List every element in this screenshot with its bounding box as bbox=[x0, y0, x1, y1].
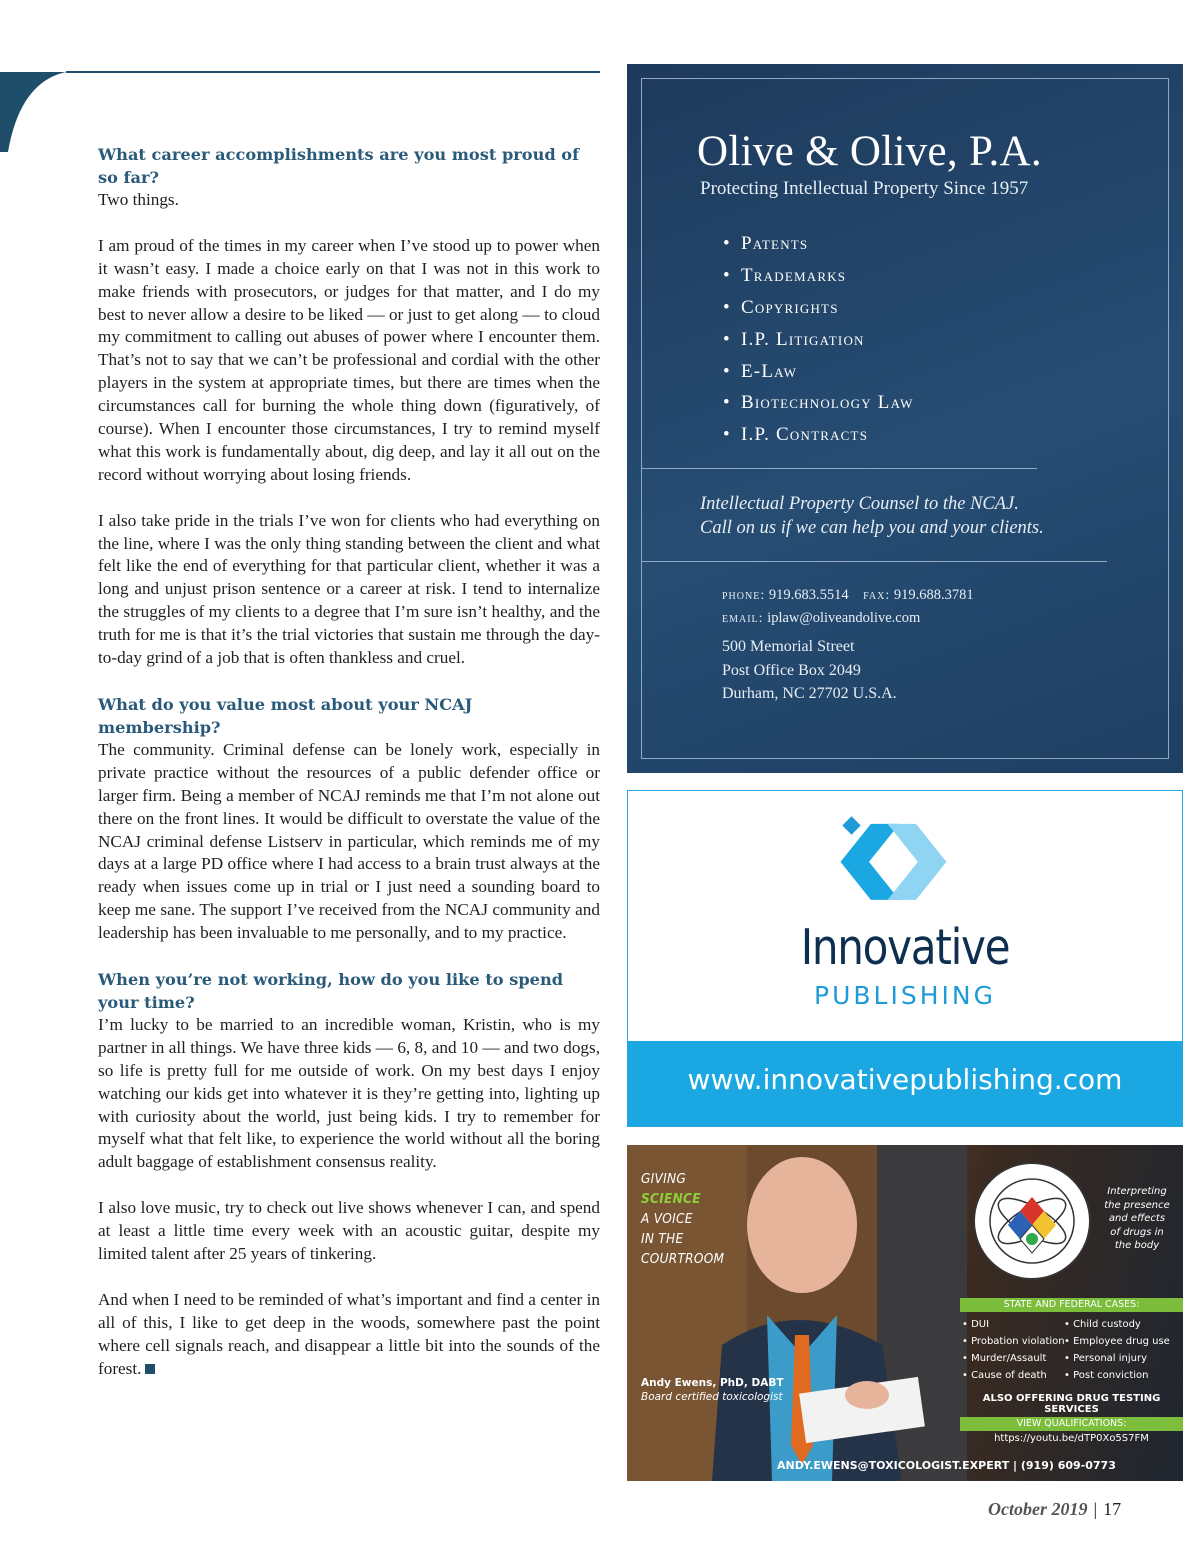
paragraph-gap bbox=[98, 212, 600, 235]
paragraph-gap bbox=[98, 1174, 600, 1197]
bullet-icon: • bbox=[723, 392, 731, 414]
cases-list-right: • Child custody • Employee drug use • Personal injury • Post conviction bbox=[1064, 1319, 1170, 1381]
answer-paragraph: I am proud of the times in my career when I’ve stood up to power when it wasn’t easy. I made a choice early on that I was not in this work to make friends with prosecutors, or judges for that matter, and I do my best to never allow a desire to be liked — or just to get along — to cloud my commitment to calling out abuses of power where I encounter them. That’s not to say that we can’t be professional and cordial with the other players in the system at appropriate times, but there are times when the circumstances call for burning the whole thing down (figuratively, of course). When I encounter those circumstances, I try to remind myself what this work is fundamentally about, dig deep, and lay it all out on the record without worrying about losing friends. bbox=[98, 235, 600, 484]
page-number: 17 bbox=[1103, 1499, 1122, 1519]
address-line: Post Office Box 2049 bbox=[722, 661, 861, 679]
qualifications-heading: VIEW QUALIFICATIONS: bbox=[960, 1417, 1183, 1431]
address-line: Durham, NC 27702 U.S.A. bbox=[722, 685, 897, 702]
service-item bbox=[723, 356, 914, 388]
answer-text: And when I need to be reminded of what’s important and find a center in all of this, I like to get deep in the woods, somewhere past the point where cell signals reach, and disappear a little bit into the sounds of the forest. bbox=[98, 1289, 600, 1378]
brand-subtitle: PUBLISHING bbox=[814, 981, 996, 1010]
service-item bbox=[723, 292, 914, 324]
phone-number[interactable]: 919.683.5514 bbox=[768, 587, 849, 603]
paragraph-gap bbox=[98, 487, 600, 510]
service-label: Trademarks bbox=[741, 264, 847, 286]
website-link[interactable]: www.innovativepublishing.com bbox=[687, 1063, 1123, 1096]
service-item bbox=[723, 324, 914, 356]
service-label: E-Law bbox=[741, 360, 798, 382]
company-seal-logo bbox=[972, 1161, 1092, 1281]
interview-question: What career accomplishments are you most proud of so far? bbox=[98, 145, 580, 187]
innovative-logo-icon bbox=[835, 813, 965, 923]
phone-label: phone: bbox=[722, 588, 766, 603]
answer-paragraph bbox=[98, 1289, 600, 1381]
bullet-icon: • bbox=[723, 233, 731, 254]
service-label: I.P. Litigation bbox=[741, 328, 865, 350]
youtube-link[interactable]: https://youtu.be/dTP0Xo5S7FM bbox=[994, 1433, 1149, 1444]
firm-tagline: Protecting Intellectual Property Since 1957 bbox=[700, 178, 1029, 199]
bullet-icon: • bbox=[723, 424, 731, 446]
interview-question: What do you value most about your NCAJ membership? bbox=[98, 694, 473, 737]
brand-name: Innovative bbox=[800, 919, 1010, 976]
cases-list-left: • DUI • Probation violation • Murder/Assault • Cause of death bbox=[962, 1319, 1065, 1381]
fax-number: 919.688.3781 bbox=[893, 587, 974, 603]
paragraph-gap bbox=[98, 1266, 600, 1289]
bullet-icon: • bbox=[723, 264, 731, 286]
page-footer: October 2019 | 17 bbox=[988, 1499, 1122, 1519]
paragraph-gap bbox=[98, 670, 600, 693]
issue-date: October 2019 bbox=[988, 1499, 1088, 1519]
bullet-icon: • bbox=[723, 328, 731, 350]
end-of-article-icon bbox=[145, 1364, 155, 1374]
bullet-icon: • bbox=[723, 296, 731, 318]
service-description: Interpreting the presence and effects of drugs in the body bbox=[1104, 1186, 1170, 1251]
toxicology-consulting-ad bbox=[627, 1145, 1183, 1481]
counsel-line-2: Call on us if we can help you and your clients. bbox=[700, 518, 1044, 538]
service-item bbox=[723, 419, 914, 451]
address-line: 500 Memorial Street bbox=[722, 638, 855, 655]
tagline: GIVING SCIENCE A VOICE IN THE COURTROOM bbox=[641, 1171, 725, 1267]
corner-curve-decoration bbox=[0, 72, 70, 152]
service-label: Patents bbox=[741, 233, 809, 254]
email-label: email: bbox=[722, 611, 764, 626]
service-label: Biotechnology Law bbox=[741, 392, 914, 414]
service-label: Copyrights bbox=[741, 296, 839, 318]
answer-paragraph: The community. Criminal defense can be lonely work, especially in private practice without the resources of a public defender office or larger firm. Being a member of NCAJ reminds me that I’m not alone out there on the front lines. It would be difficult to overstate the value of the NCAJ criminal defense Listserv in particular, which reminds me of my days at a large PD office where I had access to a brain trust always at the ready when issues come up in trial or I just need a sounding board to keep me sane. The support I’ve received from the NCAJ community and leadership has been invaluable to me personally, and to my practice. bbox=[98, 739, 600, 943]
answer-paragraph: I also take pride in the trials I’ve won for clients who had everything on the line, where I was the only thing standing between the client and what felt like the end of everything for that particular client, whether it was a long and unjust prison sentence or a career at risk. I tend to internalize the struggles of my clients to a degree that I’m sure isn’t healthy, and the truth for me is that it’s the trial victories that sustain me through the day-to-day grind of a job that is often thankless and cruel. bbox=[98, 510, 600, 668]
mailing-address bbox=[722, 635, 897, 706]
innovative-publishing-ad bbox=[627, 790, 1183, 1127]
contact-info bbox=[722, 584, 974, 630]
service-item bbox=[723, 260, 914, 292]
expert-credit: Andy Ewens, PhD, DABT Board certified toxicologist bbox=[641, 1377, 784, 1403]
service-label: I.P. Contracts bbox=[741, 424, 869, 446]
olive-and-olive-ad bbox=[627, 64, 1183, 773]
header-rule bbox=[66, 71, 600, 73]
bullet-icon: • bbox=[723, 360, 731, 382]
paragraph-gap bbox=[98, 945, 600, 968]
contact-line[interactable]: ANDY.EWENS@TOXICOLOGIST.EXPERT | (919) 609-0773 bbox=[777, 1459, 1116, 1472]
counsel-statement bbox=[700, 492, 1044, 540]
divider bbox=[641, 468, 1037, 469]
answer-paragraph: I also love music, try to check out live shows whenever I can, and spend at least a little time every week with an acoustic guitar, despite my limited talent after 25 years of tinkering. bbox=[98, 1198, 600, 1263]
article-column bbox=[98, 143, 600, 1380]
answer-paragraph: I’m lucky to be married to an incredible woman, Kristin, who is my partner in all things. We have three kids — 6, 8, and 10 — and two dogs, so life is pretty full for me outside of work. On my best days I enjoy watching our kids get into whatever it is they’re getting into, lighting up with curiosity about the world, just being kids. I try to remember for myself what that felt like, to experience the world without all the boring adult baggage of establishment consensus reality. bbox=[98, 1014, 600, 1172]
service-item bbox=[723, 228, 914, 260]
services-list bbox=[723, 228, 914, 451]
email-link[interactable]: iplaw@oliveandolive.com bbox=[767, 610, 921, 626]
counsel-line-1: Intellectual Property Counsel to the NCAJ. bbox=[700, 494, 1019, 514]
firm-name: Olive & Olive, P.A. bbox=[697, 128, 1042, 175]
url-bar bbox=[628, 1041, 1182, 1126]
answer-paragraph: Two things. bbox=[98, 190, 179, 209]
divider bbox=[641, 561, 1107, 562]
drug-testing-note: ALSO OFFERING DRUG TESTING SERVICES bbox=[982, 1393, 1161, 1415]
interview-question: When you’re not working, how do you like to spend your time? bbox=[98, 969, 564, 1012]
cases-heading: STATE AND FEDERAL CASES: bbox=[960, 1298, 1183, 1312]
service-item bbox=[723, 387, 914, 419]
fax-label: fax: bbox=[863, 588, 891, 603]
